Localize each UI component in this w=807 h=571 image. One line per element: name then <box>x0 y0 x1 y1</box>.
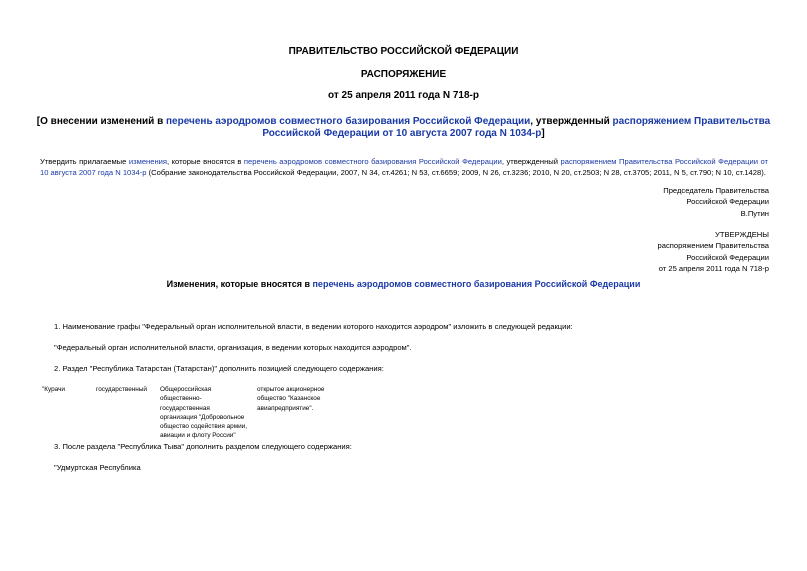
intro-paragraph <box>40 156 768 178</box>
table-cell-line: авиапредприятие". <box>257 404 314 412</box>
title-link-airfields-list[interactable]: перечень аэродромов совместного базирования Российской Федерации <box>166 116 531 127</box>
document-date-heading: от 25 апреля 2011 года N 718-р <box>328 90 479 101</box>
table-cell-company <box>257 385 337 413</box>
intro-link-airfields-list[interactable]: перечень аэродромов совместного базирования Российской Федерации <box>243 157 502 166</box>
changes-title <box>0 279 807 289</box>
document-type-heading: РАСПОРЯЖЕНИЕ <box>360 69 447 80</box>
intro-text-3: , утвержденный <box>501 157 561 166</box>
table-cell-line: государственная <box>160 404 210 412</box>
table-cell-organization <box>160 385 255 441</box>
approval-line: Российской Федерации <box>686 252 769 262</box>
approval-block <box>658 229 770 274</box>
paragraph-3-quote: "Удмуртская Республика <box>54 463 141 472</box>
signature-name: В.Путин <box>740 208 769 218</box>
title-prefix: [О внесении изменений в <box>36 116 167 127</box>
paragraph-3: 3. После раздела "Республика Тыва" дополнить разделом следующего содержания: <box>54 442 352 451</box>
intro-link-decree[interactable]: распоряжением Правительства Российской Федерации от 10 августа 2007 года N 1034-р <box>40 157 768 177</box>
paragraph-1-quote: "Федеральный орган исполнительной власти, организация, в ведении которых находится аэродром". <box>54 343 412 352</box>
table-cell-line: общественно- <box>160 395 202 403</box>
table-cell-airfield: "Курачи <box>42 386 65 393</box>
intro-text-1: Утвердить прилагаемые <box>40 157 129 166</box>
table-cell-line: авиации и флоту России" <box>160 432 236 440</box>
table-cell-type: государственный <box>96 386 147 393</box>
intro-text-2: , которые вносятся в <box>167 157 244 166</box>
title-suffix: ] <box>541 128 545 139</box>
approval-line: УТВЕРЖДЕНЫ <box>715 230 769 239</box>
table-cell-line: общество "Казанское <box>257 395 321 403</box>
changes-title-prefix: Изменения, которые вносятся в <box>166 279 313 289</box>
paragraph-1: 1. Наименование графы "Федеральный орган исполнительной власти, в ведении которого находится аэродром" изложить в следующей редакции: <box>54 322 573 331</box>
title-mid: , утвержденный <box>530 116 613 127</box>
intro-link-changes[interactable]: изменения <box>128 157 168 166</box>
document-title <box>30 116 777 140</box>
approval-line: распоряжением Правительства <box>657 241 769 251</box>
signature-block <box>663 185 769 219</box>
government-heading: ПРАВИТЕЛЬСТВО РОССИЙСКОЙ ФЕДЕРАЦИИ <box>288 46 519 57</box>
signature-line: Российской Федерации <box>686 197 769 207</box>
approval-line: от 25 апреля 2011 года N 718-р <box>658 263 769 273</box>
table-cell-line: организация "Добровольное <box>160 413 245 421</box>
intro-text-4: (Собрание законодательства Российской Федерации, 2007, N 34, ст.4261; N 53, ст.6659; 2009, N 26, ст.3236; 2010, N 20, ст.2503; N 28, ст.3705; 2011, N 5, ст.790; N 10, ст.1428). <box>146 168 766 177</box>
table-cell-line: Общероссийская <box>160 386 212 393</box>
title-link-decree[interactable]: распоряжением Правительства Российской Федерации от 10 августа 2007 года N 1034-р <box>262 116 771 139</box>
paragraph-2: 2. Раздел "Республика Татарстан (Татарстан)" дополнить позицией следующего содержания: <box>54 364 384 373</box>
signature-line: Председатель Правительства <box>663 186 769 195</box>
table-cell-line: открытое акционерное <box>257 386 325 393</box>
table-cell-line: общество содействия армии, <box>160 423 248 431</box>
changes-title-link[interactable]: перечень аэродромов совместного базирования Российской Федерации <box>312 279 641 289</box>
